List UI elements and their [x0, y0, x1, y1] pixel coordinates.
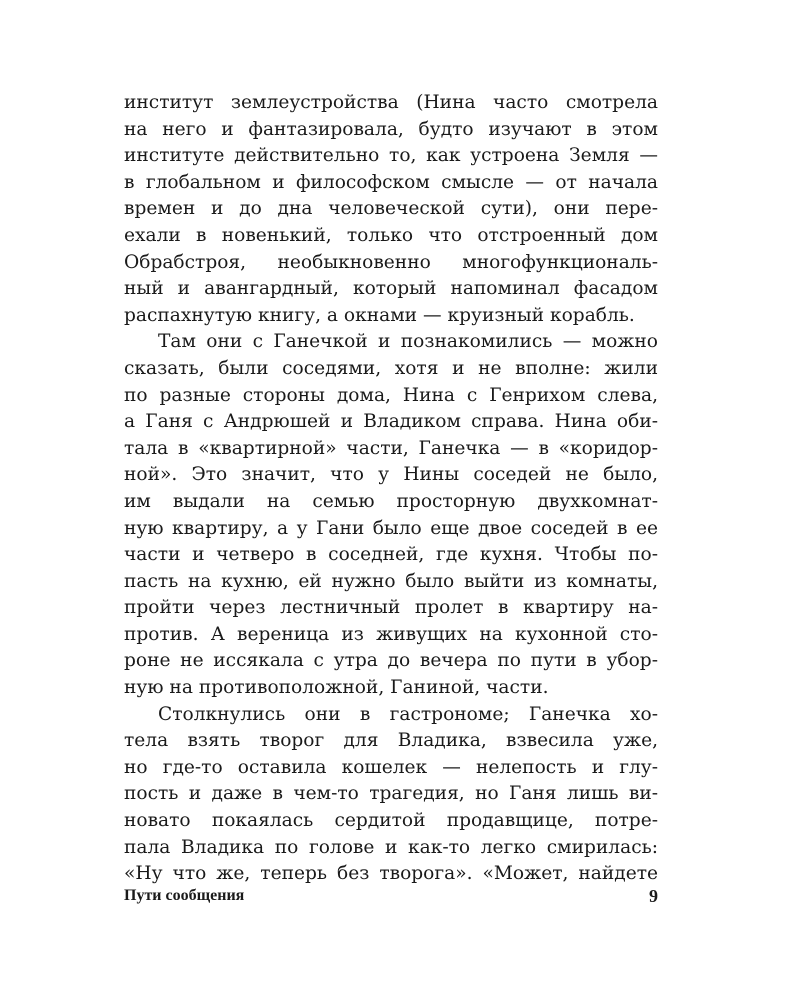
text-line: пость и даже в чем-то трагедия, но Ганя лишь ви-: [124, 783, 658, 805]
text-line: в глобальном и философском смысле — от начала: [124, 171, 658, 193]
text-line: тала в «квартирной» части, Ганечка — в «коридор-: [124, 437, 658, 459]
text-line: Столкнулись они в гастрономе; Ганечка хо-: [158, 703, 658, 725]
text-line: ной». Это значит, что у Нины соседей не было,: [124, 464, 658, 486]
text-line: ный и авангардный, который напоминал фасадом: [124, 278, 658, 300]
page-number: 9: [649, 886, 658, 906]
text-line: пала Владика по голове и как-то легко смирилась:: [124, 836, 658, 858]
text-line: роне не иссякала с утра до вечера по пути в убор-: [124, 650, 658, 672]
text-line: распахнутую книгу, а окнами — круизный корабль.: [124, 304, 635, 326]
text-line: ехали в новенький, только что отстроенный дом: [124, 224, 658, 246]
page-footer: [124, 884, 658, 908]
text-line: но где-то оставила кошелек — нелепость и глу-: [124, 756, 658, 778]
text-line: времен и до дна человеческой сути), они пере-: [124, 198, 658, 220]
text-line: им выдали на семью просторную двухкомнат-: [124, 490, 658, 512]
text-line: тела взять творог для Владика, взвесила уже,: [124, 730, 658, 752]
text-line: институт землеустройства (Нина часто смотрела: [124, 92, 658, 113]
text-line: институте действительно то, как устроена Земля —: [124, 145, 658, 167]
text-line: по разные стороны дома, Нина с Генрихом слева,: [124, 384, 658, 406]
text-line: ную квартиру, а у Гани было еще двое соседей в ее: [124, 517, 658, 539]
text-line: а Ганя с Андрюшей и Владиком справа. Нина оби-: [124, 411, 658, 433]
text-line: ную на противоположной, Ганиной, части.: [124, 677, 549, 699]
running-title: Пути сообщения: [124, 887, 245, 904]
text-line: сказать, были соседями, хотя и не вполне: жили: [124, 357, 658, 379]
text-line: на него и фантазировала, будто изучают в этом: [124, 118, 658, 140]
text-line: пасть на кухню, ей нужно было выйти из комнаты,: [124, 570, 658, 592]
text-line: Обрабстроя, необыкновенно многофункциональ-: [124, 251, 658, 273]
text-line: против. А вереница из живущих на кухонной сто-: [124, 623, 658, 645]
text-line: части и четверо в соседней, где кухня. Чтобы по-: [124, 544, 658, 566]
text-line: Там они с Ганечкой и познакомились — можно: [158, 331, 658, 353]
text-line: пройти через лестничный пролет в квартиру на-: [124, 597, 658, 619]
text-line: новато покаялась сердитой продавщице, потре-: [124, 810, 658, 832]
text-line: «Ну что же, теперь без творога». «Может, найдете: [124, 863, 658, 885]
page-body: [124, 90, 658, 888]
